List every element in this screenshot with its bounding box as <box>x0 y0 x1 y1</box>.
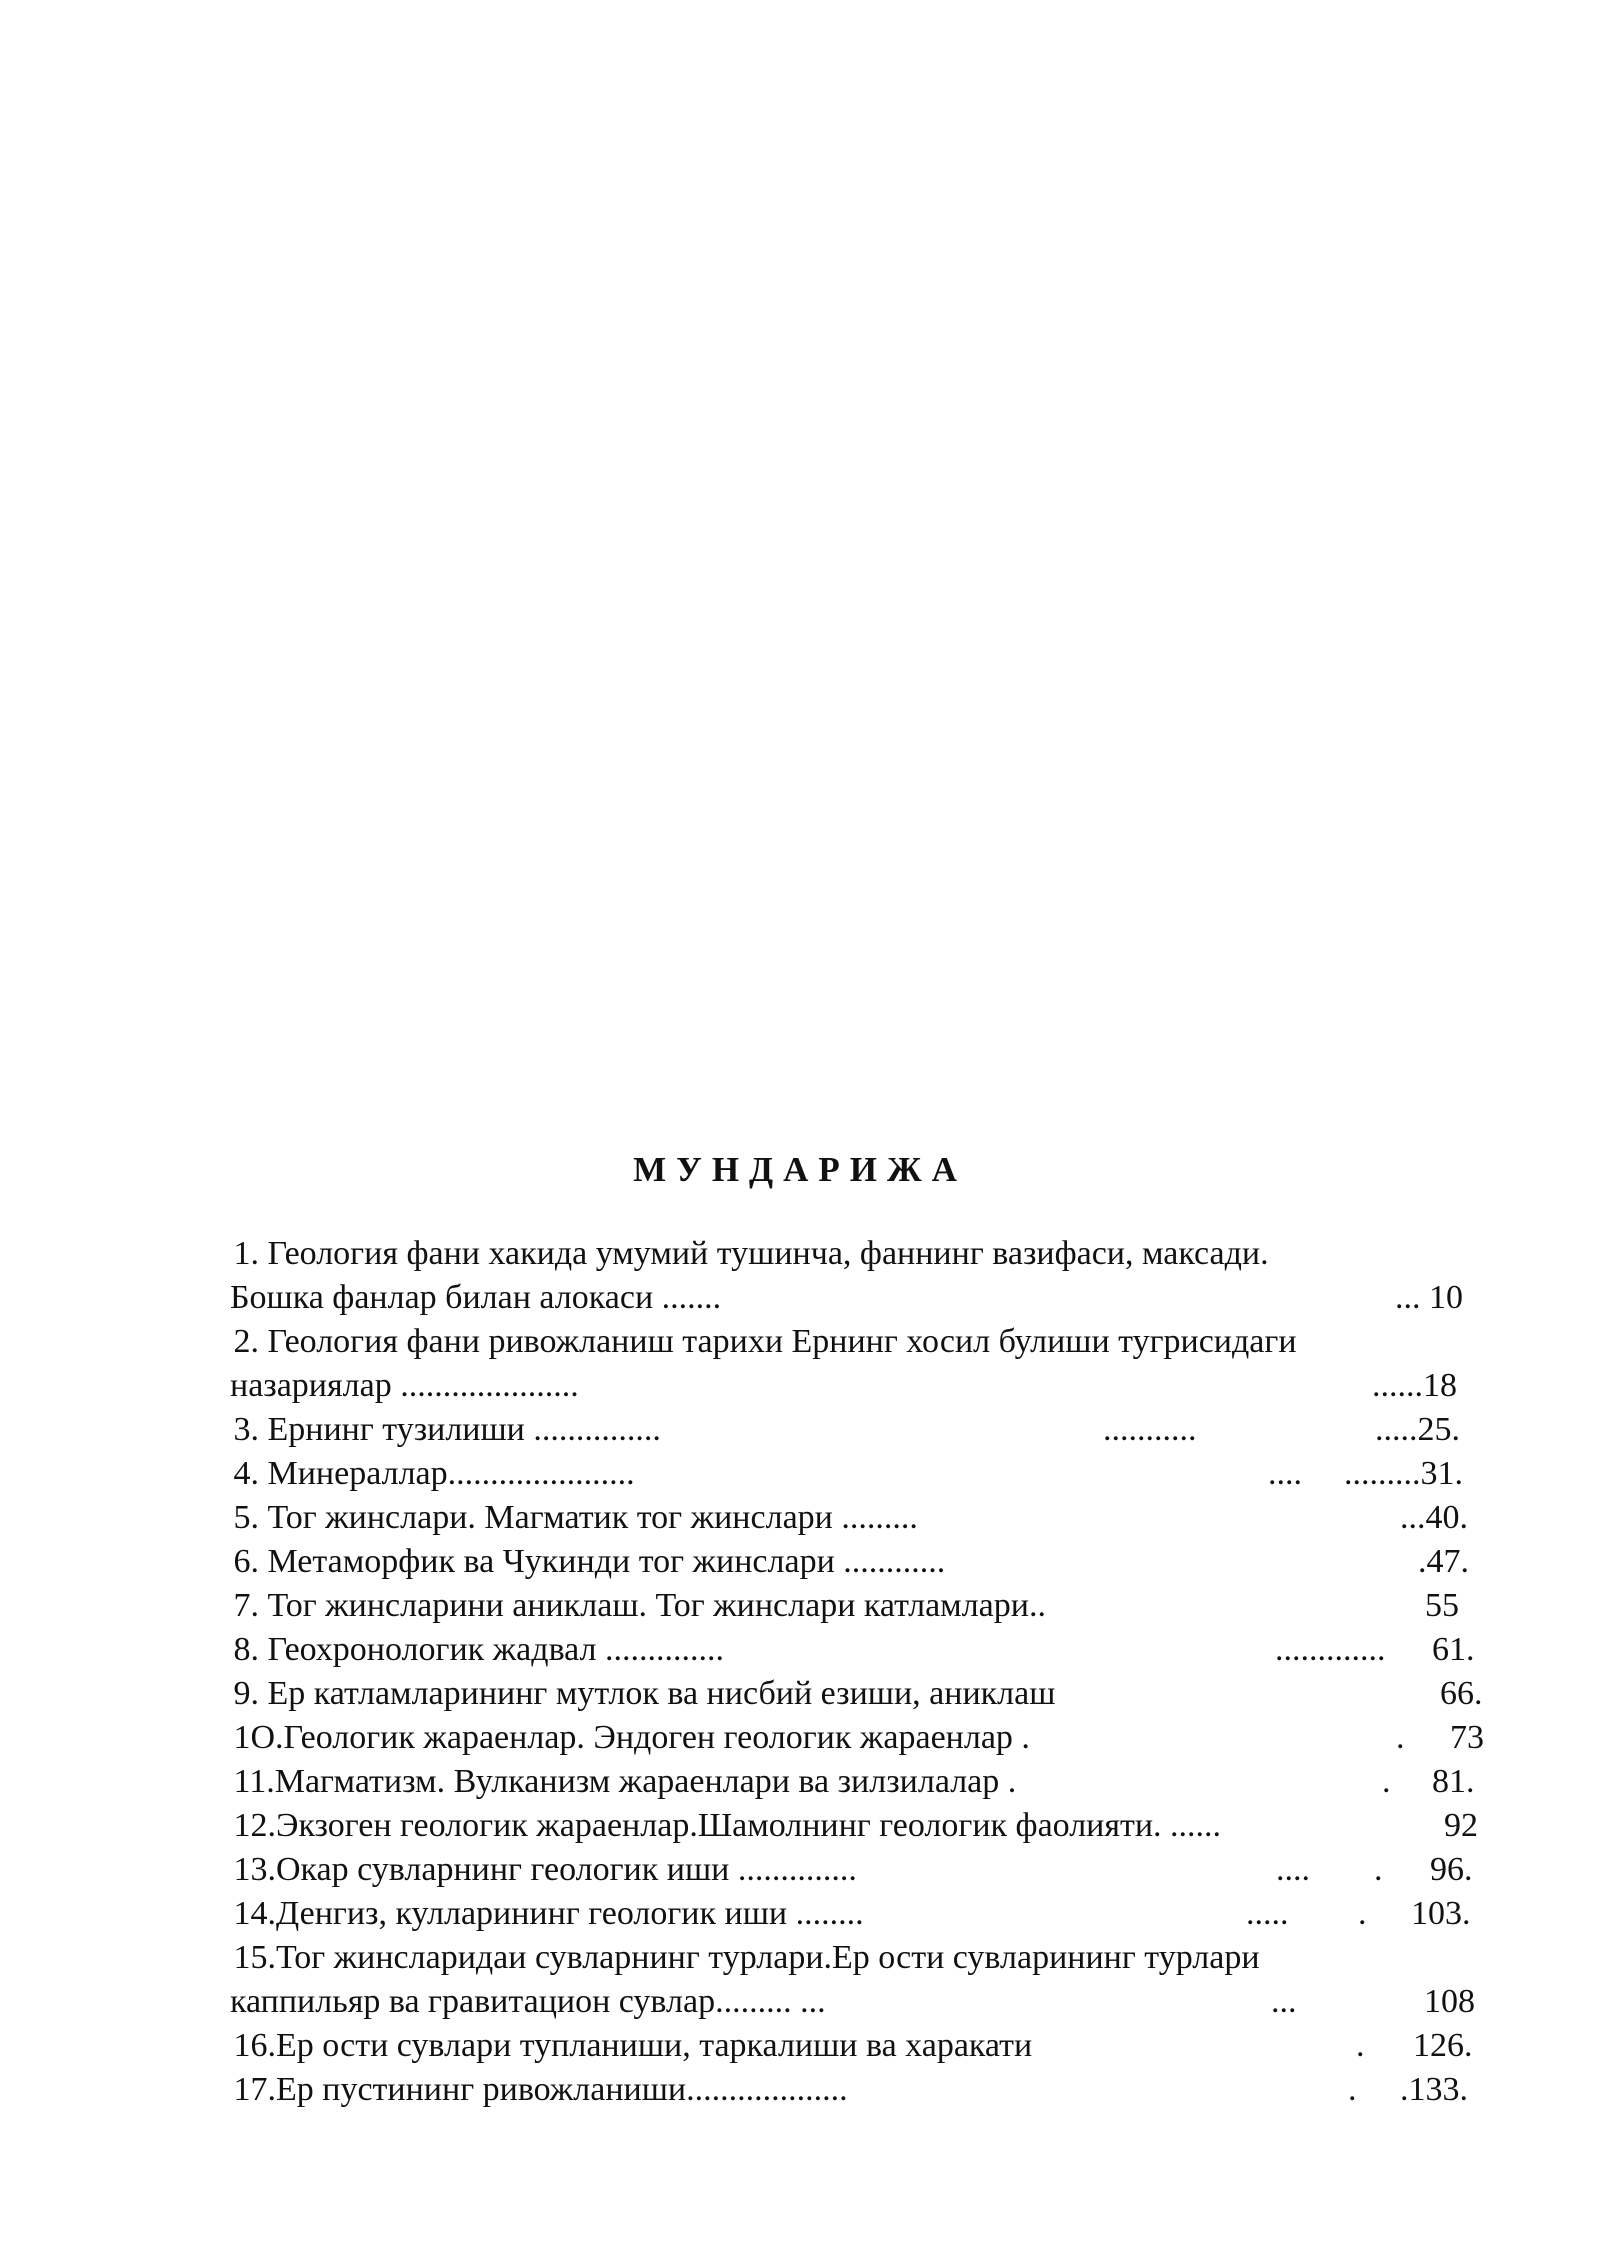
toc-entry-7-page: 55 <box>1425 1587 1459 1624</box>
toc-entry-11: 11.Магматизм. Вулканизм жараенлари ва зилзилалар . <box>225 1763 1017 1800</box>
toc-entry-1-line1: 1. Геология фани хакида умумий тушинча, фаннинг вазифаси, максади. <box>225 1235 1269 1272</box>
toc-entry-13-leader: .... <box>1276 1851 1310 1888</box>
toc-entry-8: 8. Геохронологик жадвал .............. <box>225 1631 725 1668</box>
toc-entry-2-page: ......18 <box>1372 1367 1457 1404</box>
toc-entry-17-leader: . <box>1348 2071 1357 2108</box>
toc-entry-16: 16.Ер ости сувлари тупланиши, таркалиши ва харакати <box>225 2027 1033 2064</box>
toc-entry-14: 14.Денгиз, кулларининг геологик иши ........ <box>225 1895 864 1932</box>
toc-entry-17: 17.Ер пустининг ривожланиши................... <box>225 2071 848 2108</box>
toc-entry-14-page: 103. <box>1411 1895 1471 1932</box>
toc-entry-12-page: 92 <box>1444 1807 1478 1844</box>
toc-entry-8-leader: ............. <box>1275 1631 1386 1668</box>
page-title: МУНДАРИЖА <box>633 1150 967 1189</box>
toc-entry-8-page: 61. <box>1432 1631 1475 1668</box>
toc-entry-3: 3. Ернинг тузилиши ............... <box>225 1411 661 1448</box>
toc-entry-2-line2: назариялар ..................... <box>230 1367 579 1404</box>
toc-entry-1-line2: Бошка фанлар билан алокаси ....... <box>230 1279 722 1316</box>
toc-entry-14-leader-2: . <box>1358 1895 1367 1932</box>
toc-entry-13-leader-2: . <box>1374 1851 1383 1888</box>
toc-entry-11-page: 81. <box>1432 1763 1475 1800</box>
toc-entry-17-page: .133. <box>1400 2071 1468 2108</box>
toc-entry-15-line1: 15.Тог жинсларидаи сувларнинг турлари.Ер ости сувларининг турлари <box>225 1939 1260 1976</box>
toc-entry-4: 4. Минераллар...................... <box>225 1455 635 1492</box>
toc-entry-10-leader: . <box>1396 1719 1405 1756</box>
toc-entry-3-leader: ........... <box>1103 1411 1197 1448</box>
toc-entry-3-page: .....25. <box>1375 1411 1460 1448</box>
toc-entry-15-page: 108 <box>1424 1983 1475 2020</box>
toc-entry-5-page: ...40. <box>1400 1499 1468 1536</box>
toc-entry-11-leader: . <box>1382 1763 1391 1800</box>
toc-entry-5: 5. Тог жинслари. Магматик тог жинслари ......... <box>225 1499 918 1536</box>
toc-entry-2-line1: 2. Геология фани ривожланиш тарихи Ернинг хосил булиши тугрисидаги <box>225 1323 1297 1360</box>
toc-entry-9: 9. Ер катламларининг мутлок ва нисбий езиши, аниклаш <box>225 1675 1056 1712</box>
toc-entry-14-leader: ..... <box>1246 1895 1289 1932</box>
toc-entry-13: 13.Окар сувларнинг геологик иши .............. <box>225 1851 857 1888</box>
toc-entry-15-line2: каппильяр ва гравитацион сувлар......... ... <box>230 1983 826 2020</box>
toc-entry-13-page: 96. <box>1430 1851 1473 1888</box>
toc-entry-16-page: 126. <box>1413 2027 1473 2064</box>
toc-entry-4-leader: .... <box>1268 1455 1302 1492</box>
toc-entry-7: 7. Тог жинсларини аниклаш. Тог жинслари катламлари.. <box>225 1587 1046 1624</box>
toc-entry-6-page: .47. <box>1418 1543 1469 1580</box>
toc-entry-6: 6. Метаморфик ва Чукинди тог жинслари ............ <box>225 1543 946 1580</box>
toc-entry-10-page: 73 <box>1450 1719 1484 1756</box>
toc-entry-15-leader: ... <box>1271 1983 1297 2020</box>
toc-entry-16-leader: . <box>1356 2027 1365 2064</box>
toc-entry-10: 1О.Геологик жараенлар. Эндоген геологик жараенлар . <box>225 1719 1030 1756</box>
toc-entry-12: 12.Экзоген геологик жараенлар.Шамолнинг геологик фаолияти. ...... <box>225 1807 1222 1844</box>
toc-entry-4-page: .........31. <box>1344 1455 1463 1492</box>
toc-entry-9-page: 66. <box>1440 1675 1483 1712</box>
toc-entry-1-page: ... 10 <box>1395 1279 1463 1316</box>
